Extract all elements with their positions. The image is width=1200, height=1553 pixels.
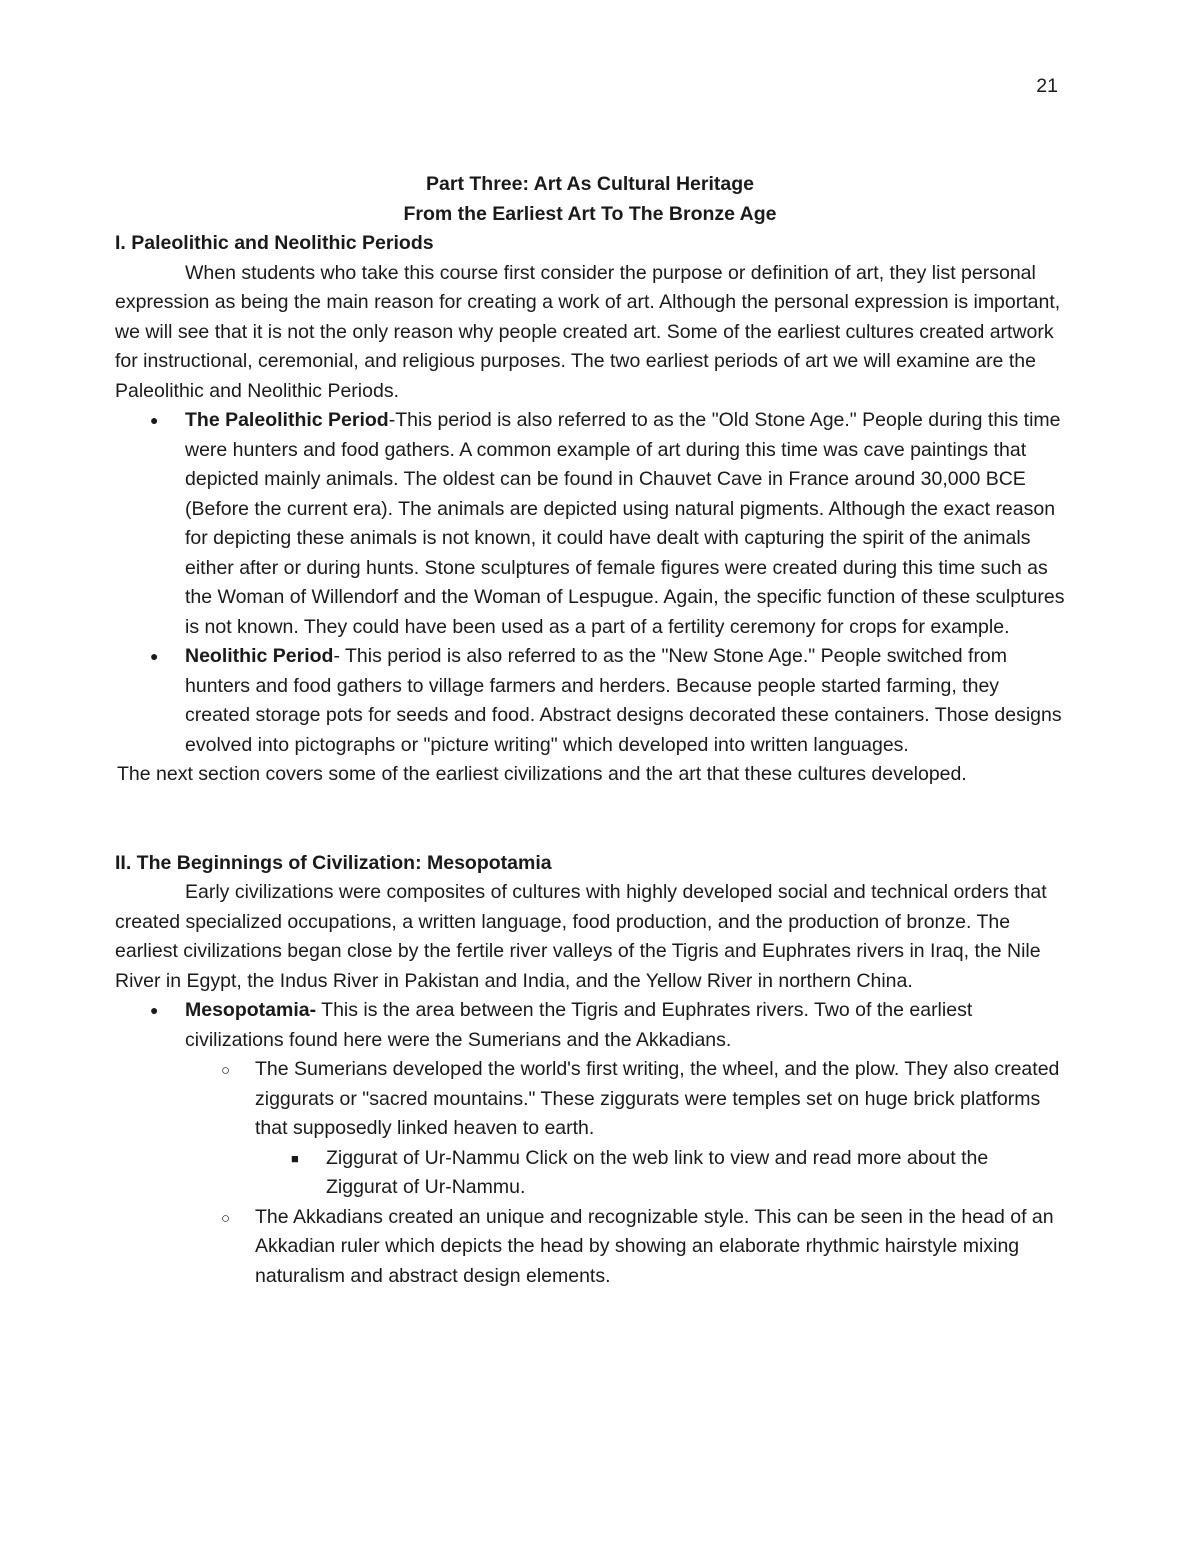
hollow-bullet-icon: ○ [221,1209,231,1227]
bullet-icon: ● [150,648,159,664]
list-item-text: - This period is also referred to as the "New Stone Age." People switched from hunters and food gathers to village farmers and herders. Because people started farming, they created storage pots for seeds and food. Abstract designs decorated these containers. Those designs evolved into pictographs or "picture writing" which developed into written languages. [185,645,1062,756]
list-item [115,996,1065,1291]
hollow-bullet-icon: ○ [221,1062,231,1079]
list-item-text: -This period is also referred to as the "Old Stone Age." People during this time were hunters and food gathers. A common example of art during this time was cave paintings that depicted mainly animals. The oldest can be found in Chauvet Cave in France around 30,000 BCE (Before the current era). The animals are depicted using natural pigments. Although the exact reason for depicting these animals is not known, it could have dealt with capturing the spirit of the animals either after or during hunts. Stone sculptures of female figures were created during this time such as the Woman of Willendorf and the Woman of Lespugue. Again, the specific function of these sculptures is not known. They could have been used as a part of a fertility ceremony for crops for example. [185,409,1065,638]
list-item [115,642,1065,760]
list-item-term: The Paleolithic Period [185,409,389,431]
bullet-icon: ● [150,1002,159,1018]
ziggurat-link-text[interactable]: Ziggurat of Ur-Nammu Click on the web link to view and read more about the Ziggurat of Ur-Nammu. [326,1146,989,1198]
part-title: Part Three: Art As Cultural Heritage [426,173,754,195]
list-item-text: This is the area between the Tigris and Euphrates rivers. Two of the earliest civilizations found here were the Sumerians and the Akkadians. [185,999,973,1051]
bullet-icon: ● [150,412,159,428]
document-body [115,170,1065,1291]
section-closing: The next section covers some of the earliest civilizations and the art that these cultures developed. [117,763,967,785]
sub-list [185,1055,1065,1291]
section-intro-paleolithic: When students who take this course first consider the purpose or definition of art, they list personal expression as being the main reason for creating a work of art. Although the personal expression is important, we will see that it is not the only reason why people created art. Some of the earliest cultures created artwork for instructional, ceremonial, and religious purposes. The two earliest periods of art we will examine are the Paleolithic and Neolithic Periods. [115,261,1061,402]
civilization-list [115,996,1065,1291]
list-item-term: Neolithic Period [185,645,334,667]
sub-list-item [185,1203,1065,1292]
part-subtitle: From the Earliest Art To The Bronze Age [403,202,777,225]
list-item [115,406,1065,642]
section-intro-mesopotamia: Early civilizations were composites of cultures with highly developed social and technical orders that created specialized occupations, a written language, food production, and the production of bronze. The earliest civilizations began close by the fertile river valleys of the Tigris and Euphrates rivers in Iraq, the Nile River in Egypt, the Indus River in Pakistan and India, and the Yellow River in northern China. [115,881,1047,992]
sumerians-text: The Sumerians developed the world's first writing, the wheel, and the plow. They also created ziggurats or "sacred mountains." These ziggurats were temples set on huge brick platforms that supposedly linked heaven to earth. [255,1058,1060,1139]
page-number: 21 [1036,75,1058,97]
section-heading-mesopotamia: II. The Beginnings of Civilization: Mesopotamia [115,851,552,874]
square-bullet-icon: ■ [291,1150,299,1166]
akkadians-text: The Akkadians created an unique and recognizable style. This can be seen in the head of an Akkadian ruler which depicts the head by showing an elaborate rhythmic hairstyle mixing naturalism and abstract design elements. [255,1205,1054,1287]
sub-list-item [185,1055,1065,1203]
sub-sub-list [255,1144,1065,1203]
sub-sub-list-item [255,1144,1065,1203]
period-list [115,406,1065,760]
list-item-term: Mesopotamia- [185,999,317,1021]
section-heading-paleolithic: I. Paleolithic and Neolithic Periods [115,232,434,254]
